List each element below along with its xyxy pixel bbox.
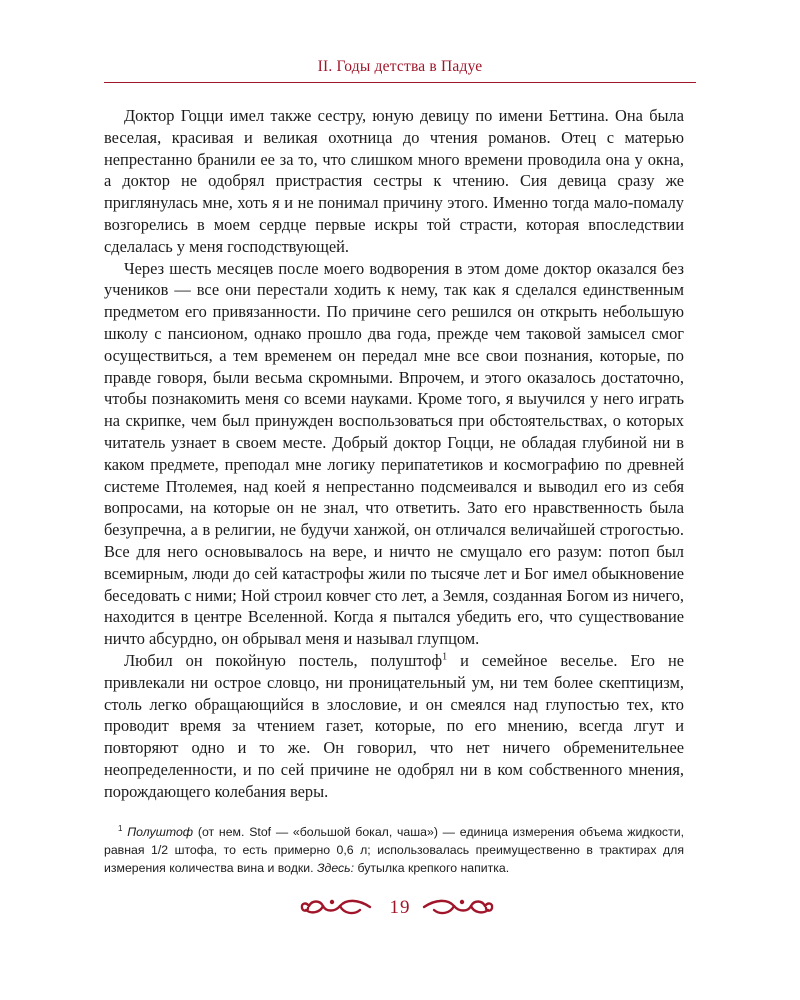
- paragraph-text: Любил он покойную постель, полуштоф: [124, 650, 443, 670]
- paragraph: Через шесть месяцев после моего водворения в этом доме доктор оказался без учеников — все они перестали ходить к нему, так как я сделался единственным предметом его привязанности. По причине сего решился он открыть небольшую школу с пансионом, однако прошло два года, прежде чем таковой замысел смог осуществиться, а тем временем он передал мне все свои познания, которые, по правде говоря, были весьма скромными. Впрочем, и этого оказалось достаточно, чтобы познакомить меня со всеми науками. Кроме того, я выучился у него играть на скрипке, чем был принужден воспользоваться при обстоятельствах, о которых читатель узнает в своем месте. Добрый доктор Гоцци, не обладая глубиной ни в каком предмете, преподал мне логику перипатетиков и космографию по древней системе Птолемея, над коей я непрестанно подсмеивался и выводил его из себя вопросами, на которые он не знал, что ответить. Зато его нравственность была безупречна, а в религии, не будучи ханжой, он отличался величайшей строгостью. Все для него основывалось на вере, и ничто не смущало его разум: потоп был всемирным, люди до сей катастрофы жили по тысяче лет и Бог имел обыкновение беседовать с ними; Ной строил ковчег сто лет, а Земля, созданная Богом из ничего, находится в центре Вселенной. Когда я пытался убедить его, что существование ничто абсурдно, он обрывал меня и называл глупцом.: [104, 258, 684, 649]
- footnote-emphasis: Здесь:: [316, 861, 355, 875]
- header-rule: [104, 82, 696, 83]
- footnote-term: Полуштоф: [127, 825, 194, 839]
- footnote-fraction: 1/2: [150, 843, 169, 857]
- paragraph-text: и семейное веселье. Его не привлекали ни острое словцо, ни проницательный ум, ни тем более скептицизм, столь легко обращающийся в злословие, и он смеялся над глупостью тех, кто проводит время за чтением газет, которые, по его мнению, всегда лгут и повторяют одно и то же. Он говорил, что нет ничего обременительнее неопределенности, и по сей причине не одобрял ни в ком собственного мнения, порождающего колебания веры.: [104, 650, 684, 801]
- running-header: [104, 58, 696, 76]
- chapter-title: II. Годы детства в Падуе: [317, 58, 483, 75]
- flourish-right-icon: [418, 895, 498, 919]
- paragraph: Доктор Гоцци имел также сестру, юную девицу по имени Беттина. Она была веселая, красивая и великая охотница до чтения романов. Отец с матерью непрестанно бранили ее за то, что слишком много времени проводила она у окна, а доктор не одобрял пристрастия сестры к чтению. Сия девица сразу же приглянулась мне, хоть я и не понимал причину этого. Именно тогда мало-помалу возгорелись в моем сердце первые искры той страсти, которая впоследствии сделалась у меня господствующей.: [104, 106, 684, 256]
- footnote-mark: 1: [118, 823, 123, 833]
- footnote-text: штофа, то есть примерно 0,6 л; использовалась преимущественно в трактирах для измерения количества вина и водки.: [104, 843, 684, 875]
- paragraph: [104, 650, 684, 803]
- footnote: [104, 823, 684, 877]
- main-text: [104, 105, 684, 803]
- footnote-text: (от нем. Stof — «большой бокал, чаша») — единица измерения объема жидкости, равная: [104, 825, 684, 857]
- page-footer: [0, 895, 800, 925]
- footnote-reference[interactable]: 1: [442, 651, 448, 663]
- page-number: 19: [389, 897, 411, 918]
- footnote-text: бутылка крепкого напитка.: [354, 861, 510, 875]
- flourish-left-icon: [296, 895, 376, 919]
